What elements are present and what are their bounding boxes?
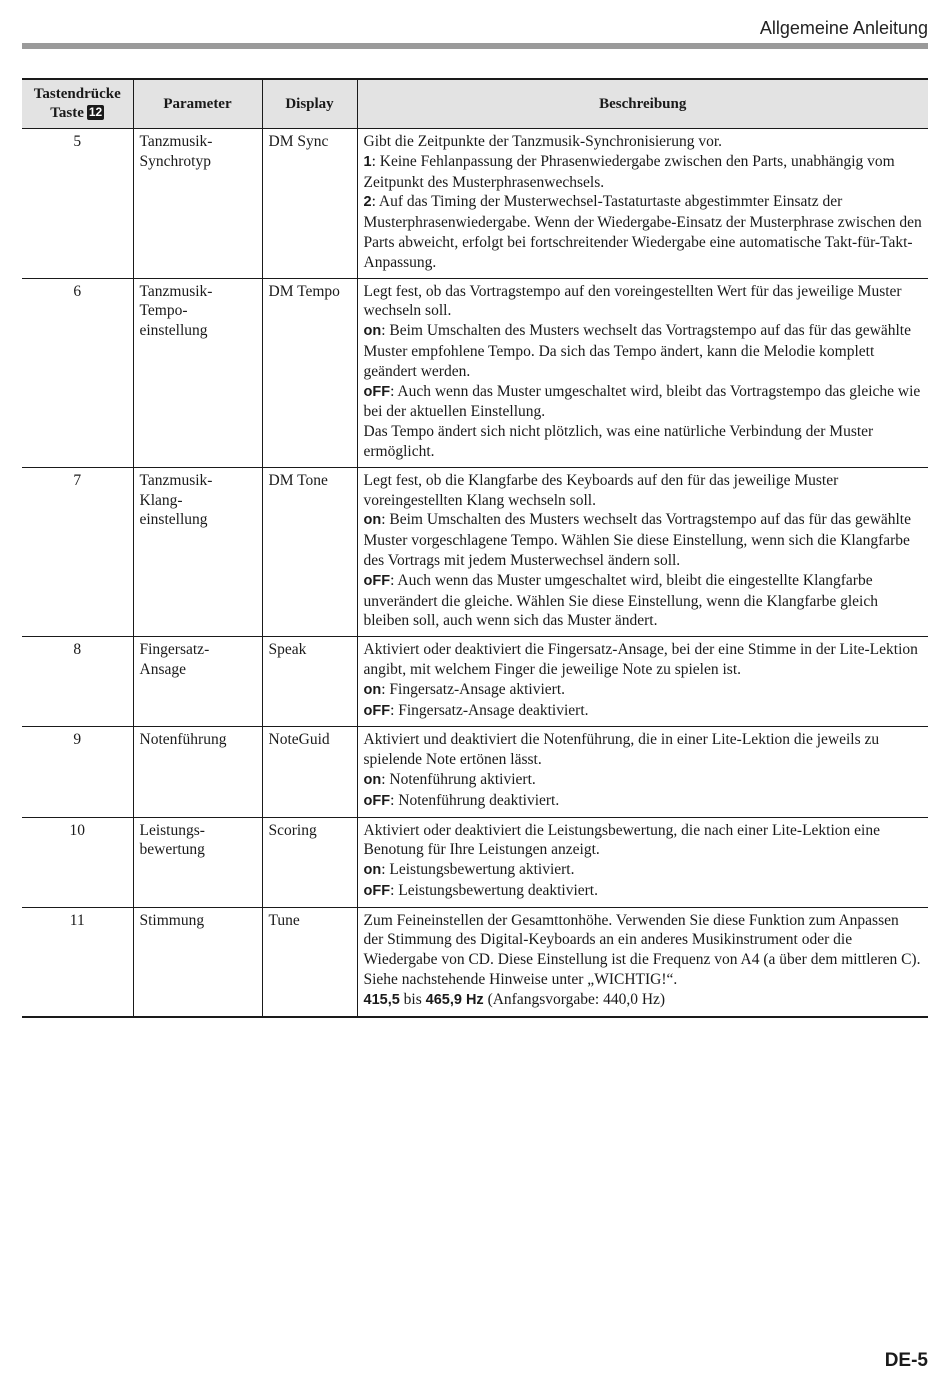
description-text: Aktiviert oder deaktiviert die Fingersatz-Ansage, bei der eine Stimme in der Lite-Lektion angibt, mit welchem Finger die jeweilige Note zu spielen ist.	[363, 641, 918, 678]
parameter-line: Tempo-	[139, 302, 188, 320]
description-text: Zum Feineinstellen der Gesamttonhöhe. Verwenden Sie diese Funktion zum Anpassen der Stimmung des Digital-Keyboards an ein anderes Musikinstrument oder die Wiedergabe von CD. Diese Einstellung ist die Frequenz von A4 (a über dem mittleren C). Siehe nachstehende Hinweise unter „WICHTIG!“.	[363, 911, 921, 989]
page-number: DE-5	[884, 1350, 928, 1371]
table-header-row	[22, 79, 928, 129]
parameter-line: Klang-	[139, 491, 183, 509]
description-line	[364, 282, 923, 322]
option-keyword: 465,9 Hz	[425, 991, 484, 1008]
option-keyword: oFF	[363, 792, 391, 809]
description-text: Gibt die Zeitpunkte der Tanzmusik-Synchronisierung vor.	[363, 133, 723, 150]
option-keyword: 2	[363, 194, 372, 211]
cell-parameter	[133, 637, 262, 727]
cell-display: DM Tone	[262, 467, 357, 636]
table-body	[22, 129, 928, 1017]
option-keyword: on	[363, 862, 382, 879]
description-text: : Fingersatz-Ansage aktiviert.	[381, 680, 566, 698]
description-line	[364, 422, 923, 462]
option-keyword: on	[363, 323, 382, 340]
cell-display: DM Tempo	[262, 278, 357, 467]
table-row	[22, 637, 928, 727]
cell-parameter	[133, 907, 262, 1016]
description-text: : Leistungsbewertung deaktiviert.	[390, 881, 598, 899]
cell-description	[357, 129, 928, 279]
cell-key: 6	[22, 278, 133, 467]
cell-parameter	[133, 467, 262, 636]
parameter-line: Synchrotyp	[139, 152, 211, 170]
description-line	[364, 571, 923, 631]
cell-description	[357, 278, 928, 467]
description-line	[364, 911, 923, 990]
description-line	[364, 510, 923, 570]
cell-description	[357, 817, 928, 907]
description-text: : Notenführung deaktiviert.	[390, 791, 560, 809]
option-keyword: oFF	[363, 572, 391, 589]
parameter-line: einstellung	[139, 322, 208, 340]
description-line	[364, 860, 923, 881]
cell-key: 10	[22, 817, 133, 907]
cell-display: Speak	[262, 637, 357, 727]
cell-description	[357, 637, 928, 727]
description-text: Aktiviert und deaktiviert die Notenführung, die in einer Lite-Lektion die jeweils zu spielende Note ertönen lässt.	[363, 731, 880, 769]
description-text: Aktiviert oder deaktiviert die Leistungsbewertung, die nach einer Lite-Lektion eine Benotung für Ihre Leistungen anzeigt.	[363, 821, 880, 859]
cell-parameter	[133, 129, 262, 279]
column-header-key-line1: Tastendrücke	[33, 86, 121, 102]
cell-parameter	[133, 817, 262, 907]
description-text: : Auf das Timing der Musterwechsel-Tastaturtaste abgestimmter Einsatz der Musterphrasenwiedergabe. Wenn der Wiedergabe-Einsatz der Musterphrase zwischen den Parts abweicht, erfolgt bei fortschreitender Wiedergabe eine automatische Takt-für-Takt-Anpassung.	[363, 193, 922, 271]
parameter-table	[22, 78, 928, 1018]
table-row	[22, 727, 928, 817]
parameter-line: Tanzmusik-	[139, 133, 213, 150]
cell-key: 5	[22, 129, 133, 279]
description-text: Legt fest, ob das Vortragstempo auf den voreingestellten Wert für das jeweilige Muster wechseln soll.	[363, 282, 902, 320]
column-header-parameter: Parameter	[133, 79, 262, 129]
cell-description	[357, 907, 928, 1016]
cell-display: Scoring	[262, 817, 357, 907]
description-line	[364, 321, 923, 381]
description-line	[364, 770, 923, 791]
parameter-line: Leistungs-	[139, 821, 205, 839]
page-header-title: Allgemeine Anleitung	[759, 18, 928, 38]
cell-display: DM Sync	[262, 129, 357, 279]
description-text: (Anfangsvorgabe: 440,0 Hz)	[483, 990, 666, 1008]
column-header-key-line2: Taste	[50, 105, 84, 121]
description-text: : Fingersatz-Ansage deaktiviert.	[390, 701, 589, 719]
description-text: : Leistungsbewertung aktiviert.	[381, 861, 575, 879]
parameter-line: einstellung	[139, 511, 208, 529]
cell-key: 11	[22, 907, 133, 1016]
option-keyword: oFF	[363, 882, 391, 899]
description-text: : Beim Umschalten des Musters wechselt das Vortragstempo auf das für das gewählte Muster empfohlene Tempo. Da sich das Tempo ändert, kann die Melodie komplett geändert werden.	[363, 322, 911, 380]
description-text: : Beim Umschalten des Musters wechselt das Vortragstempo auf das für das gewählte Muster vorgeschlagene Tempo. Wählen Sie diese Einstellung, wenn sich die Klangfarbe des Vortrags mit jedem Musterwechsel ändern soll.	[363, 511, 911, 569]
option-keyword: on	[363, 512, 382, 529]
description-line	[364, 821, 923, 861]
parameter-line: Tanzmusik-	[139, 282, 213, 300]
column-header-display: Display	[262, 79, 357, 129]
column-header-key	[22, 79, 133, 129]
key-number-badge: 12	[88, 105, 103, 119]
option-keyword: on	[363, 681, 382, 698]
cell-display: Tune	[262, 907, 357, 1016]
option-keyword: oFF	[363, 383, 391, 400]
parameter-line: Notenführung	[139, 731, 227, 749]
description-line	[364, 791, 923, 812]
table-row	[22, 467, 928, 636]
description-line	[364, 132, 923, 152]
column-header-description: Beschreibung	[357, 79, 928, 129]
description-text: : Auch wenn das Muster umgeschaltet wird, bleibt die eingestellte Klangfarbe unverändert die gleiche. Wählen Sie diese Einstellung, wenn die Klangfarbe gleich bleiben soll, auch wenn sich das Muster ändert.	[363, 571, 878, 630]
table-row	[22, 278, 928, 467]
description-line	[364, 680, 923, 701]
description-text: Das Tempo ändert sich nicht plötzlich, was eine natürliche Verbindung der Muster ermöglicht.	[363, 423, 874, 460]
option-keyword: oFF	[363, 702, 391, 719]
cell-parameter	[133, 278, 262, 467]
description-line	[364, 990, 923, 1011]
description-text: : Auch wenn das Muster umgeschaltet wird, bleibt das Vortragstempo das gleiche wie bei der aktuellen Einstellung.	[363, 382, 921, 421]
cell-parameter	[133, 727, 262, 817]
description-text: bis	[399, 990, 426, 1008]
cell-key: 7	[22, 467, 133, 636]
parameter-line: Stimmung	[139, 911, 205, 929]
parameter-table-container	[22, 78, 928, 1018]
cell-key: 8	[22, 637, 133, 727]
parameter-line: bewertung	[139, 841, 205, 859]
option-keyword: on	[363, 771, 382, 788]
description-text: : Notenführung aktiviert.	[381, 770, 536, 788]
description-line	[364, 192, 923, 272]
cell-key: 9	[22, 727, 133, 817]
table-row	[22, 817, 928, 907]
cell-description	[357, 727, 928, 817]
description-line	[364, 881, 923, 902]
parameter-line: Tanzmusik-	[139, 471, 213, 489]
header-rule	[22, 43, 928, 49]
option-keyword: 1	[363, 153, 372, 170]
description-line	[364, 382, 923, 423]
description-line	[364, 152, 923, 193]
description-line	[364, 730, 923, 770]
table-row	[22, 129, 928, 279]
option-keyword: 415,5	[363, 991, 400, 1008]
description-text: : Keine Fehlanpassung der Phrasenwiedergabe zwischen den Parts, unabhängig vom Zeitpunkt des Musterphrasenwechsels.	[363, 152, 895, 191]
description-line	[364, 701, 923, 722]
table-row	[22, 907, 928, 1016]
description-text: Legt fest, ob die Klangfarbe des Keyboards auf den für das jeweilige Muster voreingestellten Klang wechseln soll.	[363, 471, 839, 509]
cell-display: NoteGuid	[262, 727, 357, 817]
parameter-line: Fingersatz-	[139, 641, 210, 659]
cell-description	[357, 467, 928, 636]
description-line	[364, 471, 923, 511]
description-line	[364, 640, 923, 680]
parameter-line: Ansage	[139, 660, 186, 678]
